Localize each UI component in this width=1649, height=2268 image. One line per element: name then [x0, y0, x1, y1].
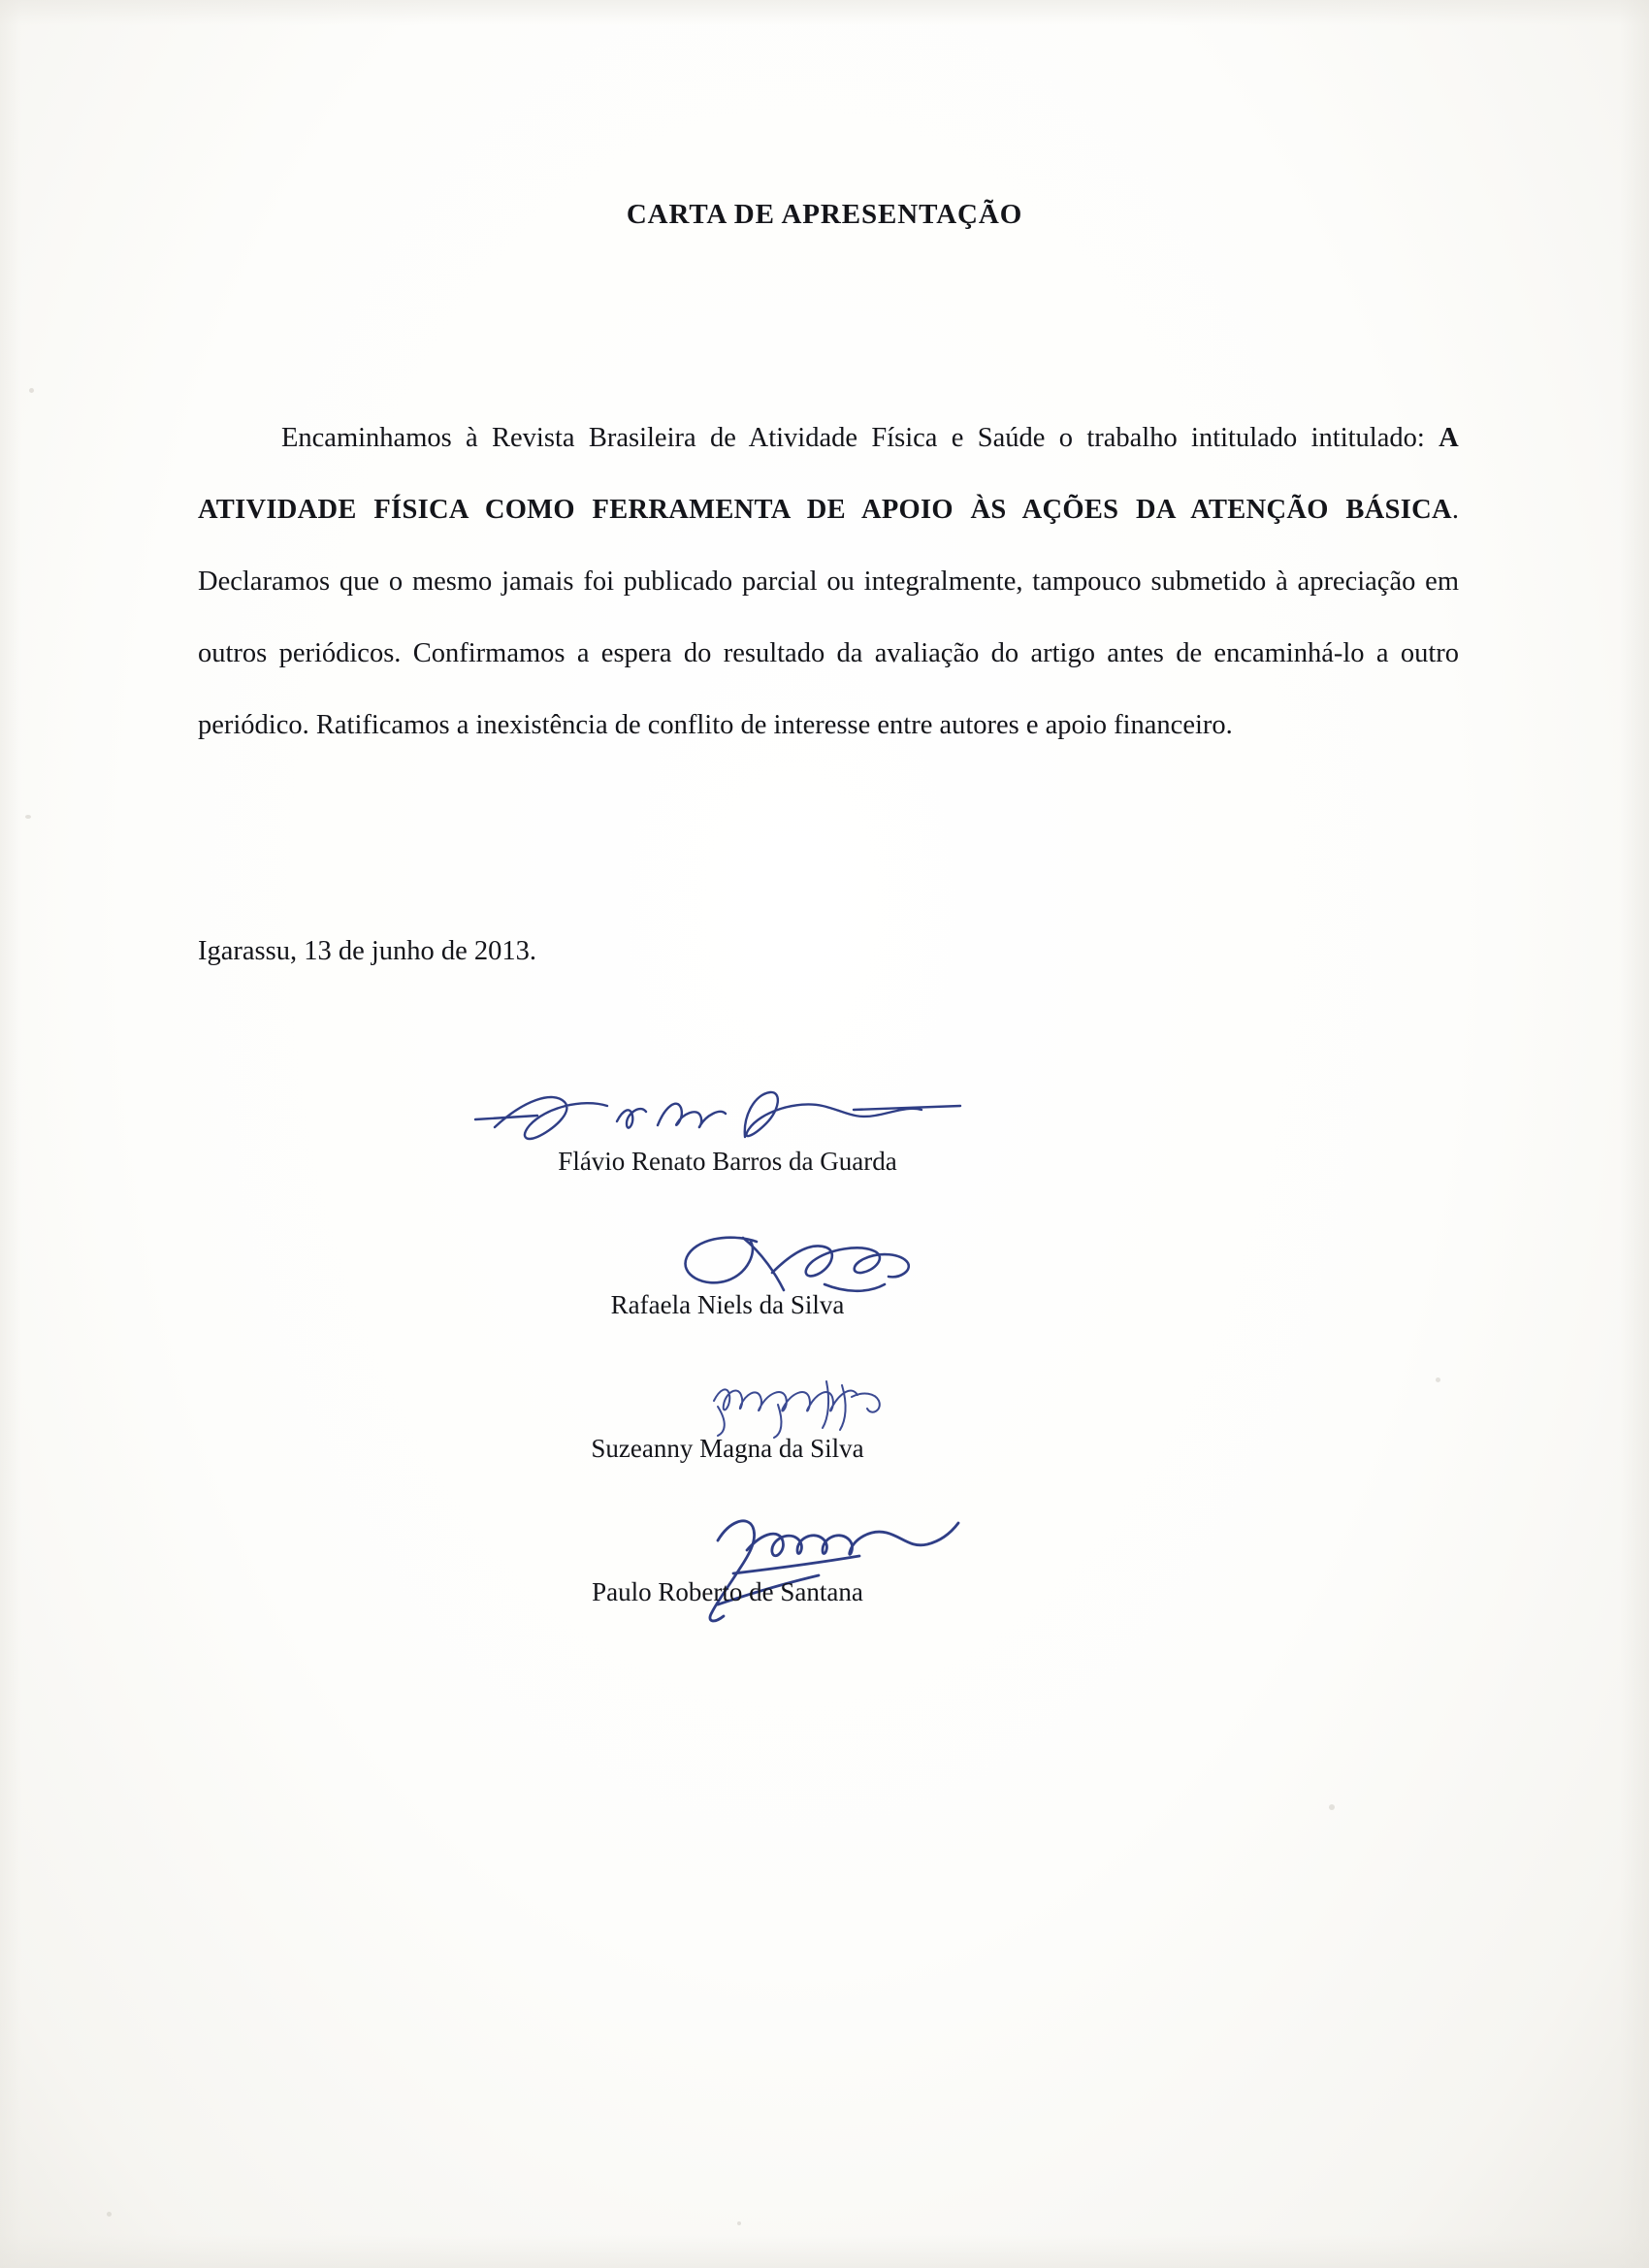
article-title-text: A ATIVIDADE FÍSICA COMO FERRAMENTA DE APOIO ÀS AÇÕES DA ATENÇÃO BÁSICA	[198, 423, 1460, 525]
letter-colon: :	[1416, 423, 1425, 453]
scan-speck	[737, 2221, 741, 2225]
page-edge-shadow-right	[1620, 0, 1649, 2268]
signature-row	[194, 1374, 1494, 1517]
signatory-name: Suzeanny Magna da Silva	[591, 1434, 864, 1463]
letter-rest-text: . Declaramos que o mesmo jamais foi publicado parcial ou integralmente, tampouco submetido à apreciação em outros periódicos. Confirmamos a espera do resultado da avaliação do artigo antes de encaminhá-lo a outro periódico. Ratificamos a inexistência de conflito de interesse entre autores e apoio financeiro.	[198, 495, 1459, 740]
signatory-name: Paulo Roberto de Santana	[592, 1577, 863, 1606]
signature-row	[194, 1517, 1494, 1661]
page-edge-shadow-top	[0, 0, 1649, 25]
signature-block	[194, 1086, 1494, 1661]
letter-lead-text: Encaminhamos à Revista Brasileira de Atividade Física e Saúde o trabalho intitulado intitulado	[281, 423, 1417, 453]
scan-speck	[29, 388, 34, 393]
scan-speck	[25, 815, 31, 819]
signatory-name: Flávio Renato Barros da Guarda	[558, 1147, 897, 1176]
signature-row	[194, 1086, 1494, 1230]
page-title: CARTA DE APRESENTAÇÃO	[626, 199, 1023, 230]
scan-speck	[107, 2212, 112, 2217]
scan-speck	[1329, 1804, 1335, 1810]
letter-body	[198, 403, 1459, 761]
signature-row	[194, 1230, 1494, 1374]
page-edge-shadow-bottom	[0, 2235, 1649, 2268]
handwritten-signature-icon	[194, 1511, 1261, 1633]
signatory-name: Rafaela Niels da Silva	[610, 1290, 845, 1319]
place-and-date: Igarassu, 13 de junho de 2013.	[198, 936, 537, 966]
page-edge-shadow-left	[0, 0, 21, 2268]
